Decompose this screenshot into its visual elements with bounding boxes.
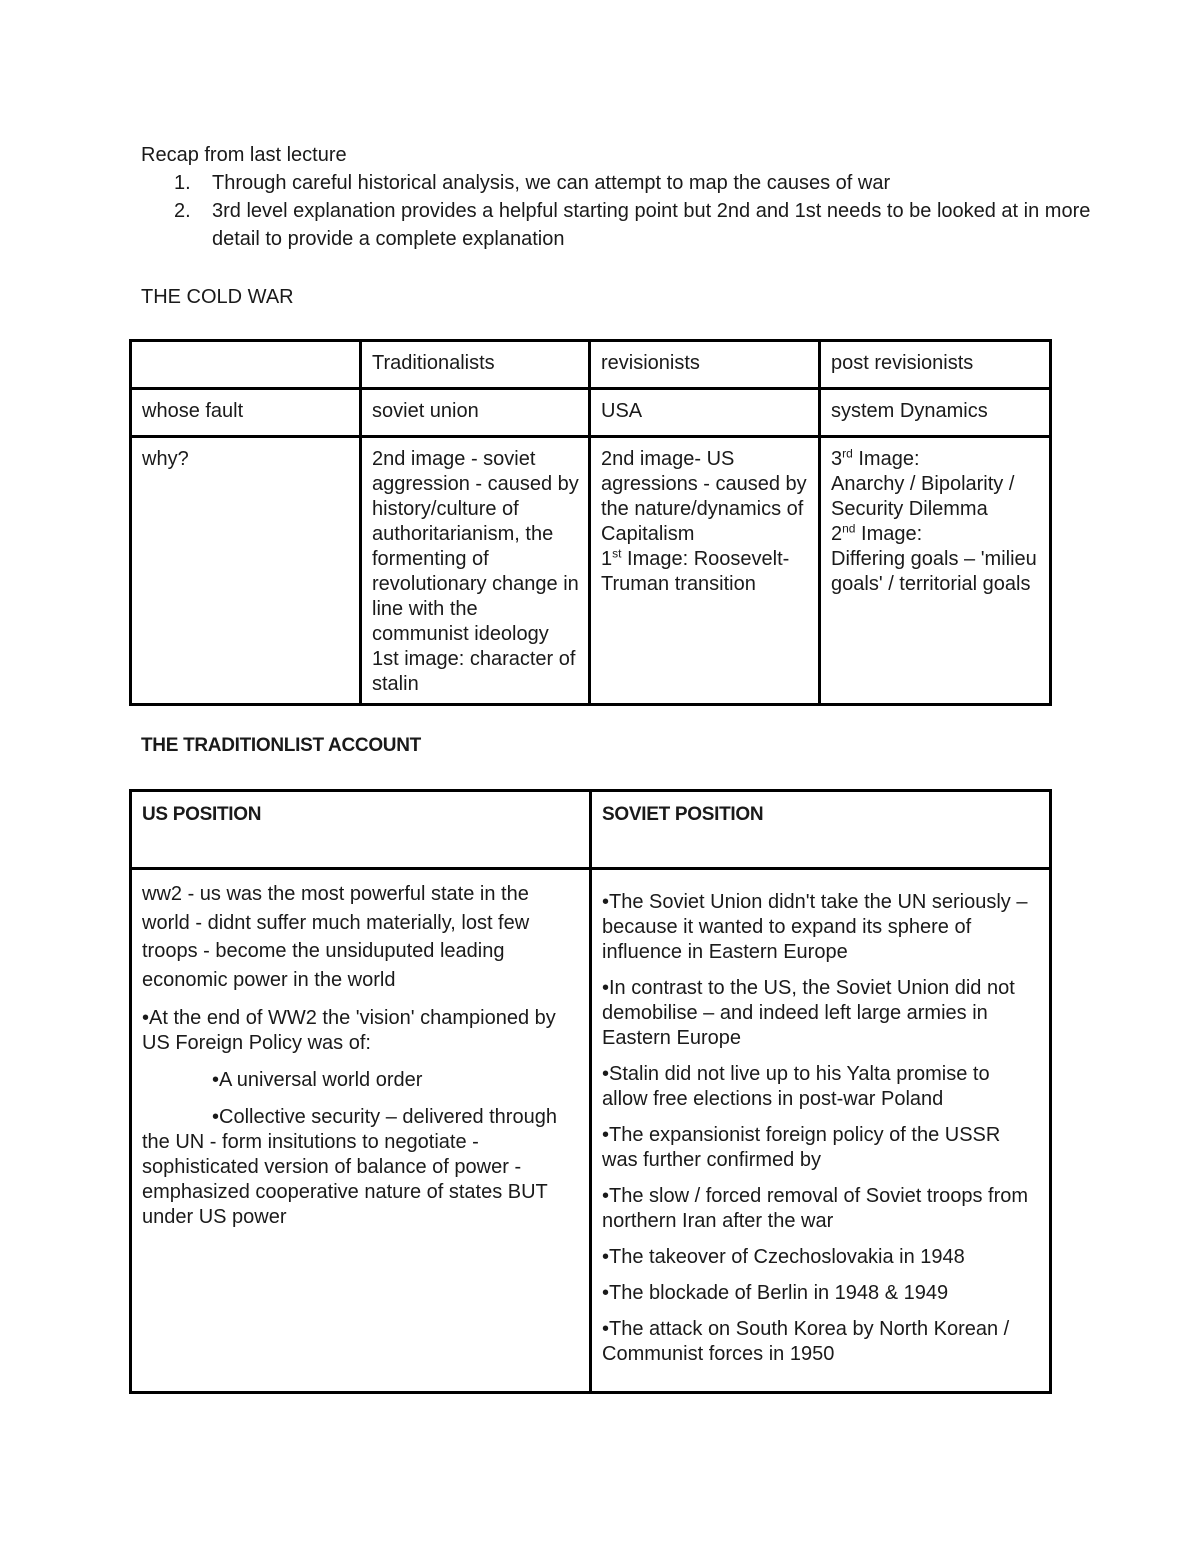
revisionists-why-cell <box>590 437 820 705</box>
column-header-revisionists: revisionists <box>590 341 820 389</box>
table-row <box>131 389 1051 437</box>
us-position-cell <box>131 869 591 1393</box>
recap-list <box>141 169 1132 253</box>
table-cell <box>131 341 361 389</box>
post-revisionists-why-cell <box>820 437 1051 705</box>
table-cell: USA <box>590 389 820 437</box>
recap-item <box>141 169 1132 197</box>
schools-of-thought-table <box>129 339 1052 706</box>
recap-item-text: Through careful historical analysis, we can attempt to map the causes of war <box>212 172 891 194</box>
revisionists-first-image: 1st Image: Roosevelt-Truman transition <box>601 546 790 595</box>
recap-title: Recap from last lecture <box>141 144 347 166</box>
traditionalist-account-table <box>129 789 1052 1394</box>
recap-item-number: 2. <box>174 200 191 222</box>
table-row <box>131 341 1051 389</box>
recap-item <box>141 197 1132 253</box>
list-item: •A universal world order <box>212 1069 423 1091</box>
row-label-whose-fault: whose fault <box>131 389 361 437</box>
list-item: •In contrast to the US, the Soviet Union did not demobilise – and indeed left large armies in Eastern Europe <box>602 977 1015 1049</box>
third-image-text: Anarchy / Bipolarity / Security Dilemma <box>831 473 1015 520</box>
cold-war-heading: THE COLD WAR <box>141 286 294 308</box>
soviet-position-header: SOVIET POSITION <box>591 791 1051 869</box>
list-item: •The expansionist foreign policy of the USSR was further confirmed by <box>602 1124 1001 1171</box>
us-intro-text: ww2 - us was the most powerful state in the world - didnt suffer much materially, lost few troops - become the unsiduputed leading economic power in the world <box>142 883 530 991</box>
column-header-traditionalists: Traditionalists <box>361 341 590 389</box>
recap-item-number: 1. <box>174 172 191 194</box>
us-position-header: US POSITION <box>131 791 591 869</box>
list-item: •Stalin did not live up to his Yalta promise to allow free elections in post-war Poland <box>602 1063 990 1110</box>
revisionists-second-image: 2nd image- US agressions - caused by the nature/dynamics of Capitalism <box>601 448 807 545</box>
list-item: •The blockade of Berlin in 1948 & 1949 <box>602 1282 949 1304</box>
table-cell: soviet union <box>361 389 590 437</box>
soviet-position-cell <box>591 869 1051 1393</box>
traditionalists-why-cell: 2nd image - soviet aggression - caused by history/culture of authoritarianism, the formenting of revolutionary change in line with the communist ideology 1st image: character of stalin <box>361 437 590 705</box>
list-item: •Collective security – delivered through the UN - form insitutions to negotiate - sophisticated version of balance of power - emphasized cooperative nature of states BUT under US power <box>142 1106 557 1228</box>
recap-item-text: 3rd level explanation provides a helpful starting point but 2nd and 1st needs to be looked at in more detail to provide a complete explanation <box>212 200 1091 250</box>
table-row <box>131 869 1051 1393</box>
row-label-why: why? <box>131 437 361 705</box>
table-row <box>131 437 1051 705</box>
recap-section <box>141 141 1132 253</box>
list-item: •At the end of WW2 the 'vision' championed by US Foreign Policy was of: <box>142 1007 556 1054</box>
column-header-post-revisionists: post revisionists <box>820 341 1051 389</box>
table-row <box>131 791 1051 869</box>
list-item: •The takeover of Czechoslovakia in 1948 <box>602 1246 965 1268</box>
list-item: •The slow / forced removal of Soviet troops from northern Iran after the war <box>602 1185 1029 1232</box>
traditionalist-heading: THE TRADITIONLIST ACCOUNT <box>141 735 421 756</box>
third-image-label: 3rd Image: <box>831 446 920 470</box>
second-image-label: 2nd Image: <box>831 521 923 545</box>
table-cell: system Dynamics <box>820 389 1051 437</box>
second-image-text: Differing goals – 'milieu goals' / territorial goals <box>831 548 1037 595</box>
list-item: •The Soviet Union didn't take the UN seriously – because it wanted to expand its sphere of influence in Eastern Europe <box>602 891 1028 963</box>
list-item: •The attack on South Korea by North Korean / Communist forces in 1950 <box>602 1318 1010 1365</box>
